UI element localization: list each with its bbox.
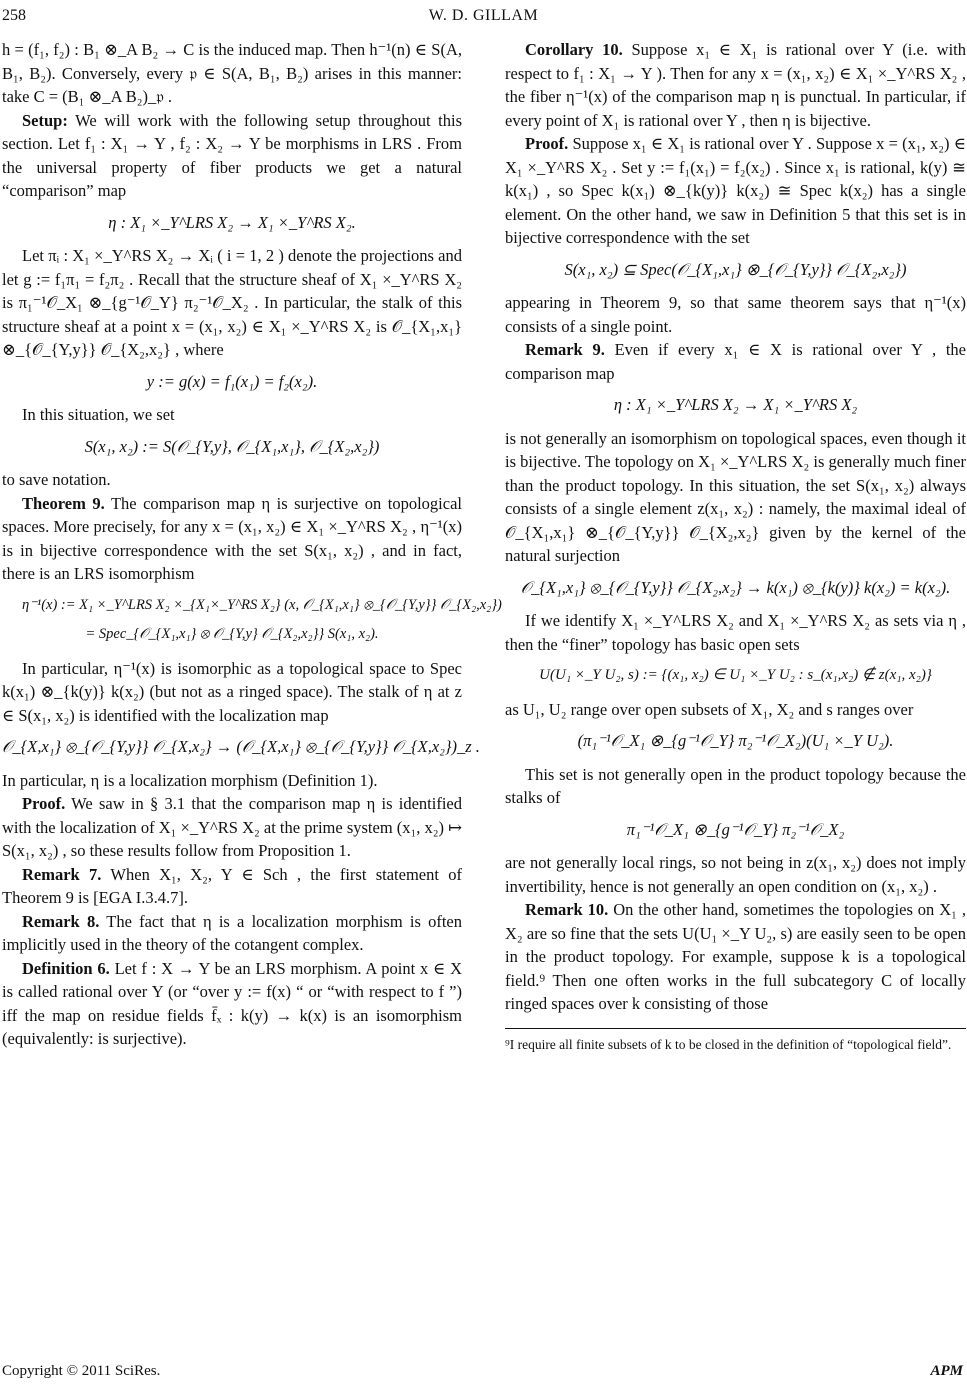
right-column [505,38,966,1055]
definition-6-label: Definition 6. [22,958,110,978]
y-definition-equation: y := g(x) = f₁(x₁) = f₂(x₂). [146,371,318,391]
stalks-equation: π₁⁻¹𝒪_X₁ ⊗_{g⁻¹𝒪_Y} π₂⁻¹𝒪_X₂ [626,819,845,839]
corollary-10-text: Suppose x₁ ∈ X₁ is rational over Y (i.e. with respect to f₁ : X₁ → Y ). Then for any x = (x₁, x₂) ∈ X₁ ×_Y^RS X₂ , the fiber η⁻¹(x) of the comparison map η is punctual. In particular, if every point of X₁ is rational over Y , then η is bijective. [505,40,966,130]
appearing-paragraph: appearing in Theorem 9, so that same theorem says that η⁻¹(x) consists of a single point. [505,293,966,336]
projections-paragraph: Let πᵢ : X₁ ×_Y^RS X₂ → Xᵢ ( i = 1, 2 ) denote the projections and let g := f₁π₁ = f₂π₂ . Recall that the structure sheaf of X₁ ×_Y^RS X₂ is π₁⁻¹𝒪_X₁ ⊗_{g⁻¹𝒪_Y} π₂⁻¹𝒪_X₂ . In particular, the stalk of this structure sheaf at a point x = (x₁, x₂) ∈ X₁ ×_Y^RS X₂ is 𝒪_{X₁,x₁} ⊗_{𝒪_{Y,y}} 𝒪_{X₂,x₂} , where [2,246,462,359]
footnote-divider [505,1028,966,1029]
journal-name: APM [930,1363,963,1379]
proof-text: We saw in § 3.1 that the comparison map η is identified with the localization of X₁ ×_Y^RS X₂ at the prime system (x₁, x₂) ↦ S(x₁, x₂) , so these results follow from Proposition 1. [2,794,462,860]
theorem-9 [2,492,462,586]
running-head-author: W. D. GILLAM [428,7,539,24]
situation-text: In this situation, we set [22,405,175,424]
setup-text: We will work with the following setup throughout this section. Let f₁ : X₁ → Y , f₂ : X₂ → Y be morphisms in LRS . From the universal property of fiber products we get a natural “comparison” map [2,110,462,200]
natural-surjection-equation: 𝒪_{X₁,x₁} ⊗_{𝒪_{Y,y}} 𝒪_{X₂,x₂} → k(x₁) ⊗_{k(y)} k(x₂) = k(x₂). [520,577,951,597]
lrs-isomorphism-equation-line1: η⁻¹(x) := X₁ ×_Y^LRS X₂ ×_{X₁×_Y^RS X₂} (x, 𝒪_{X₁,x₁} ⊗_{𝒪_{Y,y}} 𝒪_{X₂,x₂}) [22,596,502,613]
remark-7-text: When X₁, X₂, Y ∈ Sch , the first statement of Theorem 9 is [EGA I.3.4.7]. [2,864,462,907]
remark-8-label: Remark 8. [22,911,100,931]
left-column [2,38,502,1051]
remark-7-label: Remark 7. [22,864,102,884]
setup-label: Setup: [22,110,68,130]
remark-10-label: Remark 10. [525,900,609,919]
proof-text: Suppose x₁ ∈ X₁ is rational over Y . Suppose x = (x₁, x₂) ∈ X₁ ×_Y^RS X₂ . Set y := f₁(x₁) = f₂(x₂) . Since x₁ is rational, k(y) ≅ k(x₁) , so Spec k(x₁) ⊗_{k(y)} k(x₂) ≅ Spec k(x₂) has a single element. On the other hand, we saw in Definition 5 that this set is in bijective correspondence with the set [505,134,966,247]
page-number: 258 [2,7,26,24]
page-footer [0,1360,967,1382]
copyright-notice: Copyright © 2011 SciRes. [2,1363,161,1379]
remark-8 [2,910,462,957]
remark-7 [2,863,462,910]
corollary-10-label: Corollary 10. [525,40,623,59]
definition-6-text: Let f : X → Y be an LRS morphism. A point x ∈ X is called rational over Y (or “over y := f(x) “ or “with respect to f ”) iff the map on residue fields f̄ₓ : k(y) → k(x) is an isomorphism (equivalently: is surjective). [2,958,462,1048]
basic-open-sets-equation: U(U₁ ×_Y U₂, s) := {(x₁, x₂) ∈ U₁ ×_Y U₂ : s_(x₁,x₂) ∉ z(x₁, x₂)} [539,667,932,683]
induced-map-paragraph: h = (f₁, f₂) : B₁ ⊗_A B₂ → C is the induced map. Then h⁻¹(n) ∈ S(A, B₁, B₂). Conversely, every 𝔭 ∈ S(A, B₁, B₂) arises in this manner: take C = (B₁ ⊗_A B₂)_𝔭 . [2,40,462,106]
proof-label: Proof. [22,794,66,813]
not-local-paragraph: are not generally local rings, so not being in z(x₁, x₂) does not imply invertibility, hence is not generally an open condition on (x₁, x₂) . [505,853,966,896]
remark-9-label: Remark 9. [525,340,605,359]
S-definition-equation: S(x₁, x₂) := S(𝒪_{Y,y}, 𝒪_{X₁,x₁}, 𝒪_{X₂,x₂}) [84,436,380,456]
theorem-9-label: Theorem 9. [22,493,105,513]
identify-paragraph: If we identify X₁ ×_Y^LRS X₂ and X₁ ×_Y^RS X₂ as sets via η , then the “finer” topology has basic open sets [505,611,966,654]
particular-paragraph-2: In particular, η is a localization morphism (Definition 1). [2,770,378,790]
sections-equation: (π₁⁻¹𝒪_X₁ ⊗_{g⁻¹𝒪_Y} π₂⁻¹𝒪_X₂)(U₁ ×_Y U₂). [577,731,894,750]
subset-spec-equation: S(x₁, x₂) ⊆ Spec(𝒪_{X₁,x₁} ⊗_{𝒪_{Y,y}} 𝒪_{X₂,x₂}) [564,259,907,279]
corollary-10 [505,38,966,132]
proof-label: Proof. [525,134,569,153]
definition-6 [2,957,462,1051]
setup-paragraph [2,109,462,203]
theorem-9-text: The comparison map η is surjective on topological spaces. More precisely, for any x = (x₁, x₂) ∈ X₁ ×_Y^RS X₂ , η⁻¹(x) is in bijective correspondence with the set S(x₁, x₂) , and in fact, there is an LRS isomorphism [2,493,462,583]
localization-map-equation: 𝒪_{X,x₁} ⊗_{𝒪_{Y,y}} 𝒪_{X,x₂} → (𝒪_{X,x₁} ⊗_{𝒪_{Y,y}} 𝒪_{X,x₂})_z . [2,737,480,756]
particular-paragraph-1: In particular, η⁻¹(x) is isomorphic as a topological space to Spec k(x₁) ⊗_{k(y)} k(x₂) (but not as a ringed space). The stalk of η at z ∈ S(x₁, x₂) is identified with the localization map [2,658,462,725]
remark-10-text: On the other hand, sometimes the topologies on X₁ , X₂ are so fine that the sets U(U₁ ×_Y U₂, s) are easily seen to be open in the product topology. For example, suppose k is a topological field.⁹ Then one often works in the full subcategory C of locally ringed spaces over k consisting of those [505,900,966,1013]
remark-9-text: Even if every x₁ ∈ X is rational over Y , the comparison map [505,340,967,383]
remark-9 [505,338,966,385]
remark-10 [505,898,966,1016]
proof-corollary-10 [505,132,966,250]
ranges-paragraph: as U₁, U₂ range over open subsets of X₁, X₂ and s ranges over [505,699,914,719]
proof-theorem-9 [2,792,462,863]
page-header [0,4,967,26]
not-open-paragraph: This set is not generally open in the product topology because the stalks of [505,764,966,807]
save-notation-text: to save notation. [2,470,111,489]
remark-8-text: The fact that η is a localization morphism is often implicitly used in the theory of the cotangent complex. [2,911,463,954]
lrs-isomorphism-equation-line2: = Spec_{𝒪_{X₁,x₁} ⊗ 𝒪_{Y,y} 𝒪_{X₂,x₂}} S(x₁, x₂). [85,626,379,642]
footnote-9: ⁹I require all finite subsets of k to be closed in the definition of “topological field”. [505,1036,952,1052]
comparison-map-equation: η : X₁ ×_Y^LRS X₂ → X₁ ×_Y^RS X₂. [108,212,356,232]
comparison-map-equation-2: η : X₁ ×_Y^LRS X₂ → X₁ ×_Y^RS X₂ [613,395,858,414]
not-isomorphism-paragraph: is not generally an isomorphism on topological spaces, even though it is bijective. The topology on X₁ ×_Y^LRS X₂ is generally much finer than the product topology. In this situation, the set S(x₁, x₂) always consists of a single element z(x₁, x₂) : namely, the maximal ideal of 𝒪_{X₁,x₁} ⊗_{𝒪_{Y,y}} 𝒪_{X₂,x₂} given by the kernel of the natural surjection [505,428,966,565]
